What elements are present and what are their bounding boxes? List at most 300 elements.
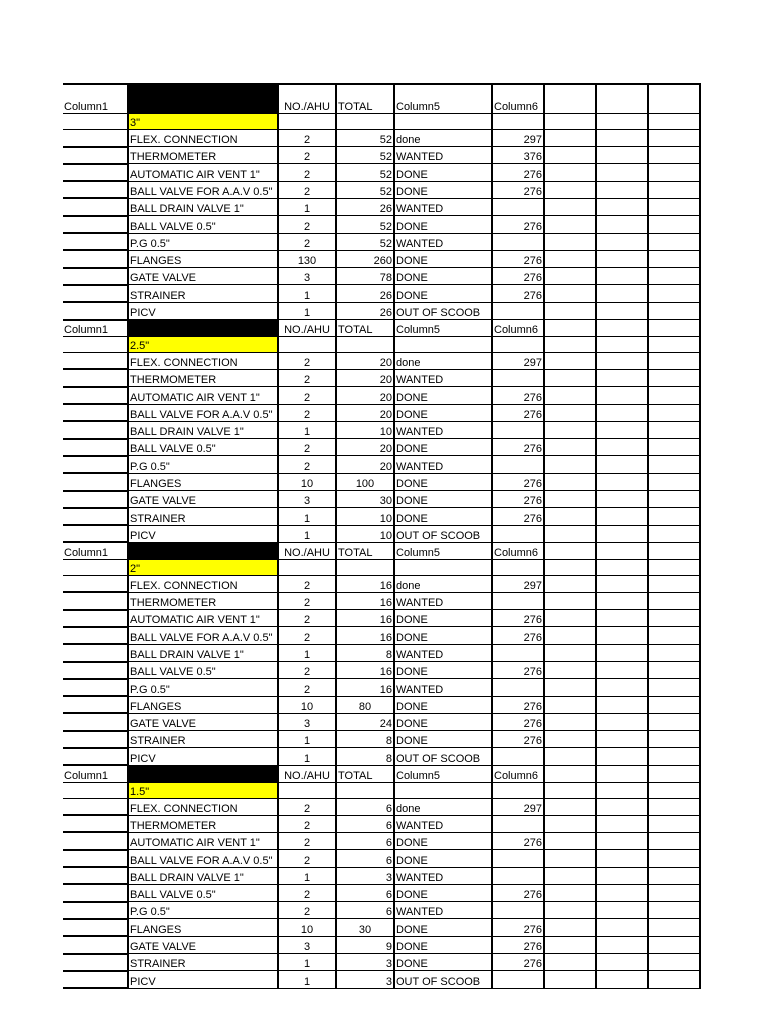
empty-cell[interactable] [648, 542, 700, 559]
empty-cell[interactable] [596, 285, 648, 302]
empty-cell[interactable] [648, 748, 700, 765]
empty-cell[interactable] [544, 696, 596, 713]
value-cell[interactable]: 276 [492, 439, 544, 456]
empty-cell[interactable] [544, 268, 596, 285]
empty-cell[interactable] [544, 902, 596, 919]
item-name-cell[interactable]: BALL DRAIN VALVE 1" [128, 644, 278, 661]
status-cell[interactable]: WANTED [394, 198, 492, 215]
item-name-cell[interactable]: P.G 0.5" [128, 233, 278, 250]
empty-cell[interactable] [648, 798, 700, 815]
empty-cell[interactable] [63, 679, 128, 696]
item-name-cell[interactable]: PICV [128, 971, 278, 988]
no-per-ahu-cell[interactable]: 1 [278, 302, 336, 319]
empty-cell[interactable] [492, 782, 544, 798]
status-cell[interactable]: WANTED [394, 369, 492, 386]
empty-cell[interactable] [336, 336, 394, 352]
status-cell[interactable]: DONE [394, 216, 492, 233]
value-cell[interactable] [492, 679, 544, 696]
value-cell[interactable]: 376 [492, 147, 544, 164]
empty-cell[interactable] [544, 404, 596, 421]
empty-cell[interactable] [648, 765, 700, 782]
total-cell[interactable]: 26 [336, 285, 394, 302]
empty-cell[interactable] [544, 233, 596, 250]
empty-cell[interactable] [648, 84, 700, 114]
empty-cell[interactable] [278, 336, 336, 352]
empty-cell[interactable] [63, 268, 128, 285]
no-per-ahu-cell[interactable]: 2 [278, 884, 336, 901]
no-per-ahu-cell[interactable]: 2 [278, 832, 336, 849]
no-per-ahu-cell[interactable]: 2 [278, 233, 336, 250]
empty-cell[interactable] [544, 627, 596, 644]
empty-cell[interactable] [63, 919, 128, 936]
no-per-ahu-cell[interactable]: 2 [278, 662, 336, 679]
empty-cell[interactable] [596, 696, 648, 713]
total-cell[interactable]: 26 [336, 198, 394, 215]
empty-cell[interactable] [596, 559, 648, 575]
empty-cell[interactable] [544, 439, 596, 456]
empty-cell[interactable] [544, 456, 596, 473]
empty-cell[interactable] [648, 216, 700, 233]
empty-cell[interactable] [596, 130, 648, 147]
total-cell[interactable]: 6 [336, 884, 394, 901]
total-cell[interactable]: 6 [336, 798, 394, 815]
empty-cell[interactable] [648, 353, 700, 370]
empty-cell[interactable] [596, 731, 648, 748]
status-cell[interactable]: DONE [394, 181, 492, 198]
empty-cell[interactable] [648, 336, 700, 352]
empty-cell[interactable] [63, 147, 128, 164]
empty-cell[interactable] [648, 268, 700, 285]
empty-cell[interactable] [544, 147, 596, 164]
no-per-ahu-cell[interactable]: 3 [278, 936, 336, 953]
empty-cell[interactable] [596, 198, 648, 215]
empty-cell[interactable] [596, 679, 648, 696]
empty-cell[interactable] [544, 592, 596, 609]
status-cell[interactable]: DONE [394, 731, 492, 748]
empty-cell[interactable] [544, 936, 596, 953]
status-cell[interactable]: WANTED [394, 902, 492, 919]
total-cell[interactable]: 3 [336, 954, 394, 971]
item-name-cell[interactable]: GATE VALVE [128, 491, 278, 508]
no-per-ahu-cell[interactable]: 2 [278, 456, 336, 473]
empty-cell[interactable] [336, 559, 394, 575]
no-per-ahu-cell[interactable]: 1 [278, 867, 336, 884]
no-per-ahu-header[interactable]: NO./AHU [278, 320, 336, 337]
status-cell[interactable]: DONE [394, 268, 492, 285]
status-cell[interactable]: DONE [394, 285, 492, 302]
item-name-cell[interactable]: P.G 0.5" [128, 902, 278, 919]
empty-cell[interactable] [394, 336, 492, 352]
status-cell[interactable]: OUT OF SCOOB [394, 302, 492, 319]
empty-cell[interactable] [544, 285, 596, 302]
empty-cell[interactable] [63, 130, 128, 147]
empty-cell[interactable] [596, 216, 648, 233]
item-name-cell[interactable]: FLANGES [128, 473, 278, 490]
empty-cell[interactable] [63, 387, 128, 404]
empty-cell[interactable] [596, 919, 648, 936]
value-cell[interactable]: 276 [492, 610, 544, 627]
empty-cell[interactable] [544, 884, 596, 901]
empty-cell[interactable] [544, 748, 596, 765]
item-name-cell[interactable]: FLEX. CONNECTION [128, 130, 278, 147]
empty-cell[interactable] [648, 198, 700, 215]
value-cell[interactable]: 276 [492, 473, 544, 490]
value-cell[interactable]: 276 [492, 164, 544, 181]
item-name-cell[interactable]: FLANGES [128, 696, 278, 713]
empty-cell[interactable] [648, 456, 700, 473]
item-name-cell[interactable]: FLEX. CONNECTION [128, 576, 278, 593]
item-name-cell[interactable]: THERMOMETER [128, 592, 278, 609]
pipe-size-cell[interactable]: 2" [128, 559, 278, 575]
black-header-cell[interactable] [128, 84, 278, 114]
no-per-ahu-cell[interactable]: 1 [278, 525, 336, 542]
total-cell[interactable]: 20 [336, 387, 394, 404]
value-cell[interactable]: 276 [492, 181, 544, 198]
empty-cell[interactable] [596, 662, 648, 679]
empty-cell[interactable] [596, 320, 648, 337]
empty-cell[interactable] [544, 559, 596, 575]
empty-cell[interactable] [648, 525, 700, 542]
item-name-cell[interactable]: PICV [128, 748, 278, 765]
no-per-ahu-cell[interactable]: 2 [278, 902, 336, 919]
empty-cell[interactable] [63, 473, 128, 490]
empty-cell[interactable] [648, 369, 700, 386]
no-per-ahu-cell[interactable]: 1 [278, 421, 336, 438]
status-cell[interactable]: OUT OF SCOOB [394, 525, 492, 542]
empty-cell[interactable] [596, 832, 648, 849]
empty-cell[interactable] [544, 610, 596, 627]
empty-cell[interactable] [63, 456, 128, 473]
empty-cell[interactable] [278, 782, 336, 798]
empty-cell[interactable] [63, 713, 128, 730]
pipe-size-cell[interactable]: 1.5" [128, 782, 278, 798]
empty-cell[interactable] [544, 644, 596, 661]
empty-cell[interactable] [544, 181, 596, 198]
empty-cell[interactable] [544, 130, 596, 147]
empty-cell[interactable] [63, 491, 128, 508]
value-cell[interactable] [492, 644, 544, 661]
empty-cell[interactable] [544, 867, 596, 884]
item-name-cell[interactable]: PICV [128, 302, 278, 319]
empty-cell[interactable] [544, 525, 596, 542]
empty-cell[interactable] [63, 971, 128, 988]
value-cell[interactable]: 276 [492, 216, 544, 233]
value-cell[interactable] [492, 456, 544, 473]
empty-cell[interactable] [394, 559, 492, 575]
empty-cell[interactable] [63, 644, 128, 661]
total-cell[interactable]: 20 [336, 456, 394, 473]
empty-cell[interactable] [648, 867, 700, 884]
empty-cell[interactable] [596, 404, 648, 421]
item-name-cell[interactable]: BALL VALVE 0.5" [128, 216, 278, 233]
item-name-cell[interactable]: BALL VALVE 0.5" [128, 439, 278, 456]
black-header-cell[interactable] [128, 542, 278, 559]
empty-cell[interactable] [336, 782, 394, 798]
empty-cell[interactable] [544, 250, 596, 267]
empty-cell[interactable] [596, 421, 648, 438]
empty-cell[interactable] [648, 147, 700, 164]
total-cell[interactable]: 20 [336, 369, 394, 386]
empty-cell[interactable] [648, 250, 700, 267]
total-cell[interactable]: 16 [336, 627, 394, 644]
value-cell[interactable] [492, 867, 544, 884]
empty-cell[interactable] [63, 867, 128, 884]
no-per-ahu-cell[interactable]: 10 [278, 473, 336, 490]
value-cell[interactable]: 276 [492, 387, 544, 404]
empty-cell[interactable] [648, 731, 700, 748]
empty-cell[interactable] [63, 576, 128, 593]
status-cell[interactable]: DONE [394, 387, 492, 404]
no-per-ahu-cell[interactable]: 1 [278, 731, 336, 748]
empty-cell[interactable] [63, 216, 128, 233]
pipe-size-cell[interactable]: 2.5" [128, 336, 278, 352]
total-cell[interactable]: 20 [336, 353, 394, 370]
empty-cell[interactable] [648, 285, 700, 302]
status-cell[interactable]: DONE [394, 919, 492, 936]
total-cell[interactable]: 20 [336, 404, 394, 421]
total-cell[interactable]: 16 [336, 679, 394, 696]
value-cell[interactable]: 276 [492, 627, 544, 644]
empty-cell[interactable] [596, 387, 648, 404]
column6-header[interactable]: Column6 [492, 84, 544, 114]
value-cell[interactable]: 297 [492, 798, 544, 815]
status-cell[interactable]: WANTED [394, 456, 492, 473]
empty-cell[interactable] [648, 832, 700, 849]
total-cell[interactable]: 16 [336, 662, 394, 679]
no-per-ahu-cell[interactable]: 2 [278, 164, 336, 181]
column5-header[interactable]: Column5 [394, 765, 492, 782]
empty-cell[interactable] [63, 662, 128, 679]
column1-header[interactable]: Column1 [63, 765, 128, 782]
item-name-cell[interactable]: AUTOMATIC AIR VENT 1" [128, 832, 278, 849]
pipe-size-cell[interactable]: 3" [128, 114, 278, 130]
empty-cell[interactable] [596, 369, 648, 386]
empty-cell[interactable] [63, 302, 128, 319]
no-per-ahu-cell[interactable]: 2 [278, 610, 336, 627]
column5-header[interactable]: Column5 [394, 542, 492, 559]
status-cell[interactable]: DONE [394, 164, 492, 181]
total-cell[interactable]: 8 [336, 731, 394, 748]
total-cell[interactable]: 52 [336, 164, 394, 181]
no-per-ahu-cell[interactable]: 1 [278, 285, 336, 302]
total-header[interactable]: TOTAL [336, 542, 394, 559]
empty-cell[interactable] [278, 559, 336, 575]
empty-cell[interactable] [544, 679, 596, 696]
status-cell[interactable]: WANTED [394, 147, 492, 164]
total-cell[interactable]: 6 [336, 850, 394, 867]
item-name-cell[interactable]: FLEX. CONNECTION [128, 353, 278, 370]
total-cell[interactable]: 8 [336, 748, 394, 765]
empty-cell[interactable] [63, 250, 128, 267]
no-per-ahu-cell[interactable]: 1 [278, 954, 336, 971]
status-cell[interactable]: done [394, 576, 492, 593]
item-name-cell[interactable]: PICV [128, 525, 278, 542]
no-per-ahu-cell[interactable]: 2 [278, 147, 336, 164]
value-cell[interactable]: 276 [492, 404, 544, 421]
total-cell[interactable]: 10 [336, 525, 394, 542]
total-cell[interactable]: 30 [336, 491, 394, 508]
status-cell[interactable]: WANTED [394, 233, 492, 250]
empty-cell[interactable] [544, 369, 596, 386]
value-cell[interactable]: 276 [492, 250, 544, 267]
no-per-ahu-cell[interactable]: 2 [278, 815, 336, 832]
empty-cell[interactable] [63, 954, 128, 971]
empty-cell[interactable] [63, 798, 128, 815]
empty-cell[interactable] [63, 748, 128, 765]
empty-cell[interactable] [336, 114, 394, 130]
empty-cell[interactable] [596, 250, 648, 267]
value-cell[interactable] [492, 592, 544, 609]
empty-cell[interactable] [492, 336, 544, 352]
no-per-ahu-cell[interactable]: 1 [278, 644, 336, 661]
status-cell[interactable]: DONE [394, 473, 492, 490]
empty-cell[interactable] [596, 336, 648, 352]
empty-cell[interactable] [596, 147, 648, 164]
total-cell[interactable]: 20 [336, 439, 394, 456]
empty-cell[interactable] [63, 336, 128, 352]
empty-cell[interactable] [544, 765, 596, 782]
empty-cell[interactable] [596, 971, 648, 988]
total-cell[interactable]: 52 [336, 130, 394, 147]
empty-cell[interactable] [648, 713, 700, 730]
empty-cell[interactable] [63, 782, 128, 798]
status-cell[interactable]: WANTED [394, 679, 492, 696]
empty-cell[interactable] [63, 404, 128, 421]
status-cell[interactable]: DONE [394, 713, 492, 730]
item-name-cell[interactable]: STRAINER [128, 285, 278, 302]
status-cell[interactable]: DONE [394, 439, 492, 456]
value-cell[interactable]: 276 [492, 662, 544, 679]
no-per-ahu-cell[interactable]: 2 [278, 353, 336, 370]
empty-cell[interactable] [648, 627, 700, 644]
value-cell[interactable] [492, 233, 544, 250]
empty-cell[interactable] [648, 181, 700, 198]
item-name-cell[interactable]: BALL VALVE 0.5" [128, 662, 278, 679]
item-name-cell[interactable]: BALL VALVE 0.5" [128, 884, 278, 901]
empty-cell[interactable] [544, 815, 596, 832]
no-per-ahu-cell[interactable]: 3 [278, 491, 336, 508]
status-cell[interactable]: done [394, 798, 492, 815]
item-name-cell[interactable]: BALL VALVE FOR A.A.V 0.5" [128, 627, 278, 644]
column1-header[interactable]: Column1 [63, 84, 128, 114]
empty-cell[interactable] [596, 302, 648, 319]
value-cell[interactable]: 276 [492, 508, 544, 525]
empty-cell[interactable] [544, 782, 596, 798]
value-cell[interactable]: 276 [492, 832, 544, 849]
value-cell[interactable] [492, 421, 544, 438]
status-cell[interactable]: OUT OF SCOOB [394, 971, 492, 988]
empty-cell[interactable] [596, 114, 648, 130]
item-name-cell[interactable]: BALL DRAIN VALVE 1" [128, 867, 278, 884]
empty-cell[interactable] [63, 731, 128, 748]
total-cell[interactable]: 52 [336, 216, 394, 233]
item-name-cell[interactable]: P.G 0.5" [128, 679, 278, 696]
status-cell[interactable]: DONE [394, 491, 492, 508]
empty-cell[interactable] [544, 302, 596, 319]
item-name-cell[interactable]: BALL DRAIN VALVE 1" [128, 421, 278, 438]
total-cell[interactable]: 8 [336, 644, 394, 661]
status-cell[interactable]: DONE [394, 850, 492, 867]
total-cell[interactable]: 30 [336, 919, 394, 936]
empty-cell[interactable] [63, 164, 128, 181]
status-cell[interactable]: done [394, 130, 492, 147]
empty-cell[interactable] [648, 902, 700, 919]
empty-cell[interactable] [544, 164, 596, 181]
column6-header[interactable]: Column6 [492, 320, 544, 337]
value-cell[interactable]: 276 [492, 731, 544, 748]
empty-cell[interactable] [648, 559, 700, 575]
empty-cell[interactable] [648, 421, 700, 438]
empty-cell[interactable] [544, 832, 596, 849]
no-per-ahu-cell[interactable]: 2 [278, 181, 336, 198]
empty-cell[interactable] [544, 353, 596, 370]
value-cell[interactable] [492, 302, 544, 319]
column5-header[interactable]: Column5 [394, 320, 492, 337]
empty-cell[interactable] [648, 644, 700, 661]
value-cell[interactable] [492, 198, 544, 215]
total-cell[interactable]: 16 [336, 592, 394, 609]
empty-cell[interactable] [596, 713, 648, 730]
total-cell[interactable]: 52 [336, 181, 394, 198]
empty-cell[interactable] [648, 164, 700, 181]
value-cell[interactable]: 276 [492, 919, 544, 936]
empty-cell[interactable] [648, 610, 700, 627]
item-name-cell[interactable]: THERMOMETER [128, 147, 278, 164]
empty-cell[interactable] [544, 576, 596, 593]
empty-cell[interactable] [596, 456, 648, 473]
value-cell[interactable] [492, 850, 544, 867]
empty-cell[interactable] [596, 508, 648, 525]
value-cell[interactable]: 276 [492, 491, 544, 508]
no-per-ahu-cell[interactable]: 2 [278, 216, 336, 233]
empty-cell[interactable] [63, 559, 128, 575]
empty-cell[interactable] [596, 576, 648, 593]
no-per-ahu-cell[interactable]: 130 [278, 250, 336, 267]
total-header[interactable]: TOTAL [336, 320, 394, 337]
empty-cell[interactable] [63, 181, 128, 198]
empty-cell[interactable] [596, 627, 648, 644]
empty-cell[interactable] [648, 954, 700, 971]
empty-cell[interactable] [544, 542, 596, 559]
item-name-cell[interactable]: FLEX. CONNECTION [128, 798, 278, 815]
no-per-ahu-cell[interactable]: 3 [278, 268, 336, 285]
empty-cell[interactable] [596, 798, 648, 815]
empty-cell[interactable] [63, 884, 128, 901]
empty-cell[interactable] [648, 404, 700, 421]
empty-cell[interactable] [63, 592, 128, 609]
no-per-ahu-cell[interactable]: 2 [278, 404, 336, 421]
empty-cell[interactable] [596, 592, 648, 609]
item-name-cell[interactable]: AUTOMATIC AIR VENT 1" [128, 164, 278, 181]
total-cell[interactable]: 16 [336, 576, 394, 593]
empty-cell[interactable] [544, 713, 596, 730]
status-cell[interactable]: DONE [394, 610, 492, 627]
empty-cell[interactable] [394, 114, 492, 130]
empty-cell[interactable] [63, 627, 128, 644]
total-cell[interactable]: 9 [336, 936, 394, 953]
status-cell[interactable]: done [394, 353, 492, 370]
empty-cell[interactable] [596, 850, 648, 867]
empty-cell[interactable] [544, 387, 596, 404]
value-cell[interactable]: 276 [492, 713, 544, 730]
item-name-cell[interactable]: BALL VALVE FOR A.A.V 0.5" [128, 404, 278, 421]
column6-header[interactable]: Column6 [492, 765, 544, 782]
total-cell[interactable]: 6 [336, 815, 394, 832]
empty-cell[interactable] [544, 320, 596, 337]
empty-cell[interactable] [648, 387, 700, 404]
empty-cell[interactable] [544, 798, 596, 815]
total-header[interactable]: TOTAL [336, 765, 394, 782]
